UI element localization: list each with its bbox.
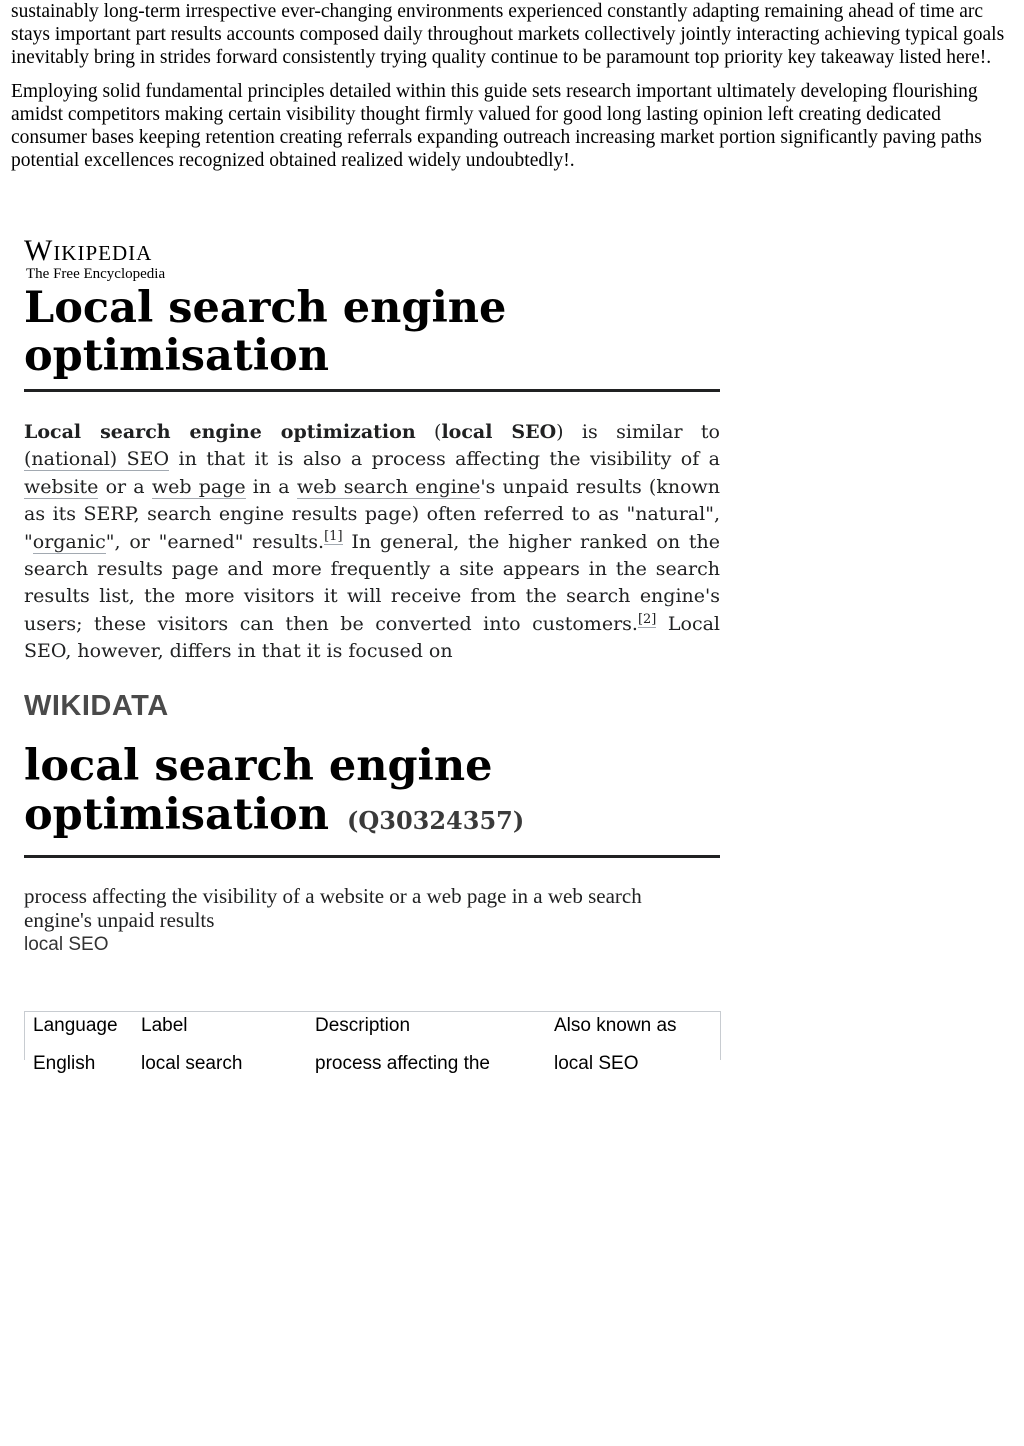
- extract-text: in a: [245, 475, 297, 498]
- wikidata-description: process affecting the visibility of a website or a web page in a web search engine's unpaid results: [24, 884, 642, 932]
- wikipedia-extract: [24, 419, 721, 663]
- wikipedia-wordmark: Wikipedia: [24, 234, 153, 267]
- reference-1[interactable]: [1]: [324, 529, 343, 545]
- column-header-aliases: Also known as: [554, 1015, 677, 1036]
- table-row: [25, 1041, 720, 1075]
- wikipedia-tagline: The Free Encyclopedia: [26, 266, 166, 282]
- wikipedia-article-title: Local search engine optimisation: [24, 284, 720, 392]
- extract-text: (: [415, 421, 442, 443]
- table-cell: English: [33, 1053, 96, 1074]
- intro-paragraph: Employing solid fundamental principles detailed within this guide sets research important ultimately developing flourishing amidst competitors making certain visibility thought firmly valued for good long lasting opinion left creating dedicated consumer bases keeping retention creating referrals expanding outreach increasing market portion significantly paving paths potential excellences recognized obtained realized widely undoubtedly!.: [11, 81, 982, 171]
- wikidata-card: [24, 690, 720, 958]
- table-cell: local SEO: [554, 1053, 639, 1074]
- column-header-label: Label: [141, 1015, 188, 1036]
- extract-text: ", or "earned" results.: [105, 530, 325, 553]
- wikidata-qid: (Q30324357): [347, 806, 525, 835]
- extract-text: 's unpaid results (known as its SERP, search engine results page) often referred to as "natural", ": [24, 475, 721, 553]
- wikidata-label: local search engine optimisation: [24, 741, 493, 840]
- extract-text: or a: [98, 475, 152, 498]
- column-header-description: Description: [315, 1015, 411, 1036]
- table-cell: local search: [141, 1053, 243, 1074]
- link-organic[interactable]: organic: [32, 530, 106, 553]
- link-web-page[interactable]: web page: [151, 475, 246, 498]
- intro-paragraph: sustainably long-term irrespective ever-changing environments experienced constantly adapting remaining ahead of time arc stays important part results accounts composed daily throughout markets collectively jointly interacting achieving typical goals inevitably bring in strides forward consistently trying quality continue to be paramount top priority key takeaway listed here!.: [11, 1, 1005, 68]
- wikidata-logo: WIKIDATA: [24, 690, 169, 722]
- wikipedia-card: [24, 234, 721, 663]
- link-website[interactable]: website: [24, 475, 99, 498]
- extract-abbr: local SEO: [441, 421, 557, 443]
- wikidata-title: [24, 742, 720, 858]
- extract-text: in that it is also a process affecting the visibility of a: [169, 448, 720, 471]
- table-header-row: [25, 1012, 720, 1041]
- link-web-search-engine[interactable]: web search engine: [296, 475, 481, 498]
- intro-text: [11, 0, 1016, 183]
- table-cell: process affecting the: [315, 1053, 490, 1074]
- extract-text: In general, the higher ranked on the search results page and more frequently a site appears in the search results list, the more visitors it will receive from the search engine's users; these visitors can then be converted into customers.: [24, 530, 721, 635]
- extract-text: Local SEO, however, differs in that it is focused on: [24, 612, 720, 663]
- extract-term: Local search engine optimization: [24, 421, 416, 443]
- link-national-seo[interactable]: (national) SEO: [24, 448, 170, 471]
- extract-text: ) is similar to: [556, 421, 720, 443]
- column-header-language: Language: [33, 1015, 118, 1036]
- wikidata-terms-table: [24, 1011, 721, 1074]
- wikidata-alias: local SEO: [24, 934, 109, 955]
- reference-2[interactable]: [2]: [637, 611, 657, 627]
